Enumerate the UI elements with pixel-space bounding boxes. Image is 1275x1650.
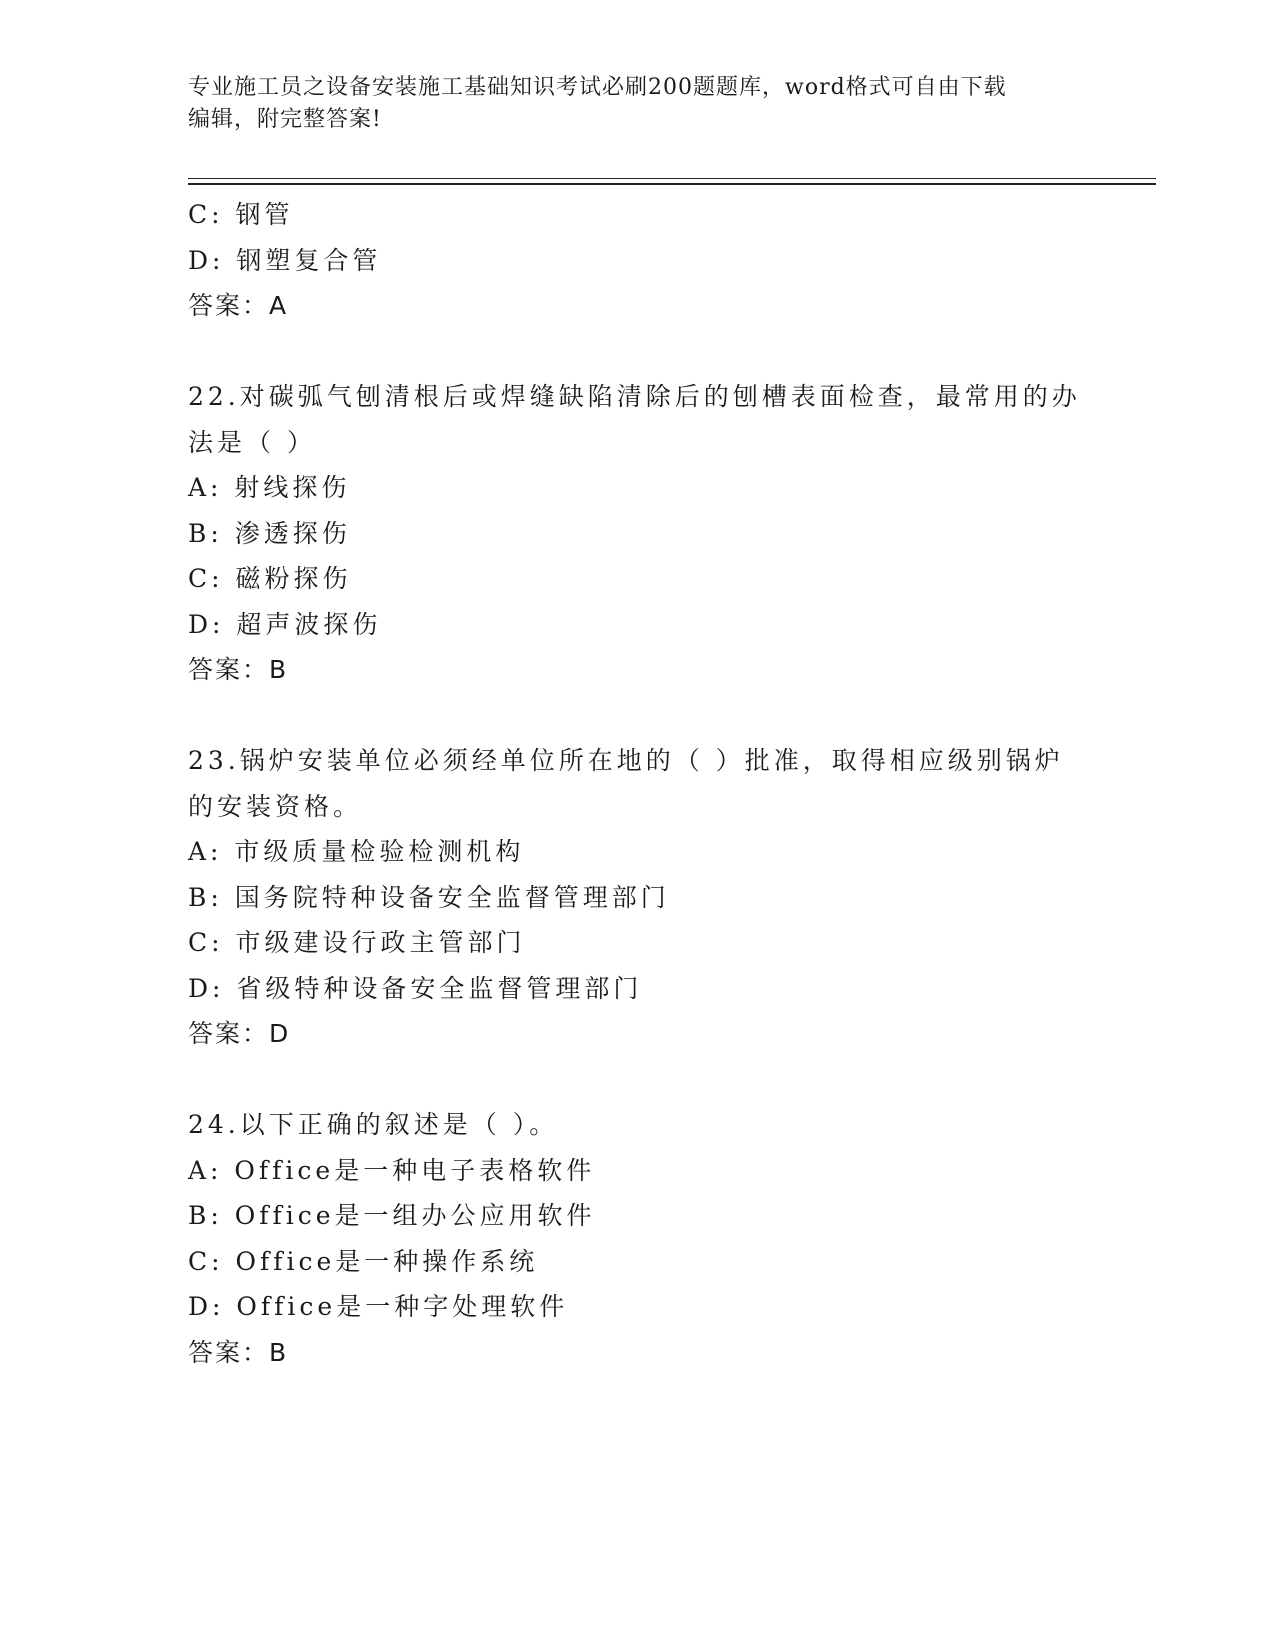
option-c: C: 钢管 (188, 200, 294, 229)
option-b: B: 渗透探伤 (188, 518, 351, 548)
question-24 (188, 1102, 1088, 1375)
option-b: B: 国务院特种设备安全监督管理部门 (188, 882, 670, 912)
option-a: A: 市级质量检验检测机构 (188, 837, 525, 866)
option-d: D: Office是一种字处理软件 (188, 1292, 569, 1321)
option-c: C: Office是一种操作系统 (188, 1246, 539, 1276)
question-22 (188, 374, 1088, 693)
option-b: B: Office是一组办公应用软件 (188, 1201, 596, 1230)
document-content (188, 192, 1088, 1375)
answer-line: 答案：A (188, 291, 289, 320)
question-stem: 22.对碳弧气刨清根后或焊缝缺陷清除后的刨槽表面检查，最常用的办 (188, 382, 1081, 411)
option-a: A: 射线探伤 (188, 473, 351, 502)
header-line-2: 编辑，附完整答案! (188, 107, 382, 132)
spacer (188, 693, 1088, 739)
question-stem: 24.以下正确的叙述是（ ）。 (188, 1110, 559, 1139)
option-a: A: Office是一种电子表格软件 (188, 1155, 596, 1185)
answer-line: 答案：B (188, 1337, 289, 1367)
option-c: C: 磁粉探伤 (188, 564, 352, 593)
header-line-1: 专业施工员之设备安装施工基础知识考试必刷200题题库，word格式可自由下载 (188, 75, 1007, 100)
option-d: D: 省级特种设备安全监督管理部门 (188, 973, 643, 1003)
question-stem-continued: 法是（ ） (188, 427, 316, 457)
question-stem: 23.锅炉安装单位必须经单位所在地的（ ）批准，取得相应级别锅炉 (188, 746, 1064, 775)
question-23 (188, 738, 1088, 1057)
header-divider-thin (188, 178, 1156, 179)
option-c: C: 市级建设行政主管部门 (188, 928, 526, 957)
answer-line: 答案：D (188, 1019, 291, 1048)
document-header (188, 72, 1068, 136)
answer-line: 答案：B (188, 655, 289, 684)
spacer (188, 1057, 1088, 1103)
option-d: D: 钢塑复合管 (188, 245, 382, 275)
previous-question-tail (188, 192, 1088, 329)
option-d: D: 超声波探伤 (188, 609, 382, 639)
question-stem-continued: 的安装资格。 (188, 791, 363, 821)
header-divider-thick (188, 183, 1156, 185)
spacer (188, 329, 1088, 375)
